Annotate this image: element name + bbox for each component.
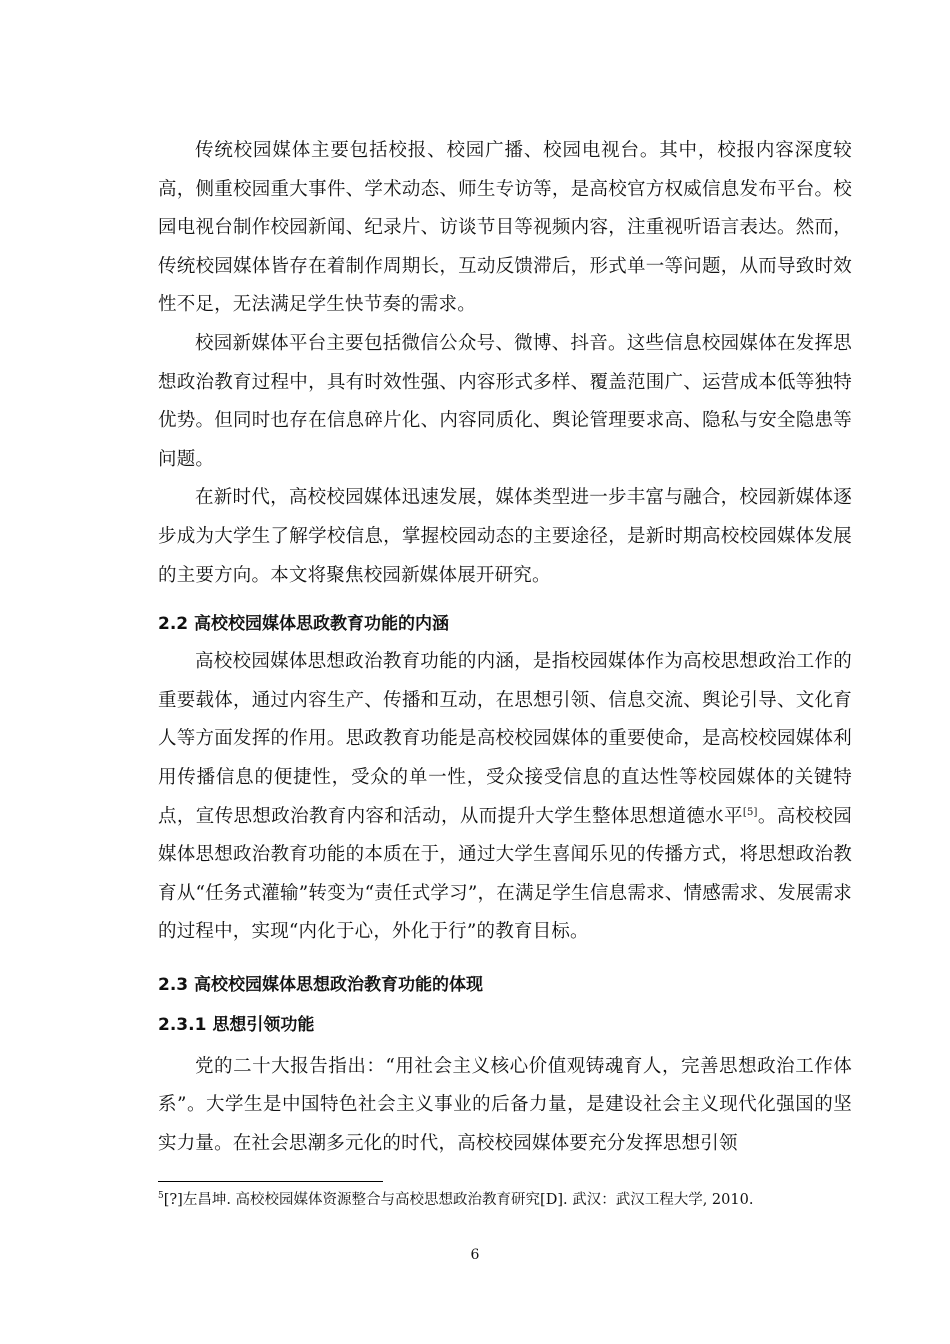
citation-reference[interactable]: [5] — [742, 806, 758, 818]
footnote — [158, 1190, 852, 1211]
footnote-text: [?]左昌坤. 高校校园媒体资源整合与高校思想政治教育研究[D]. 武汉：武汉工程大学, 2010. — [163, 1192, 754, 1208]
footnote-mark: 5 — [158, 1191, 164, 1202]
paragraph-connotation-part1: 高校校园媒体思想政治教育功能的内涵，是指校园媒体作为高校思想政治工作的重要载体，通过内容生产、传播和互动，在思想引领、信息交流、舆论引导、文化育人等方面发挥的作用。思政教育功能是高校校园媒体的重要使命，是高校校园媒体利用传播信息的便捷性，受众的单一性，受众接受信息的直达性等校园媒体的关键特点，宣传思想政治教育内容和活动，从而提升大学生整体思想道德水平 — [158, 651, 852, 827]
paragraph-new-media: 校园新媒体平台主要包括微信公众号、微博、抖音。这些信息校园媒体在发挥思想政治教育过程中，具有时效性强、内容形式多样、覆盖范围广、运营成本低等独特优势。但同时也存在信息碎片化、内容同质化、舆论管理要求高、隐私与安全隐患等问题。 — [158, 332, 852, 470]
document-body — [158, 132, 852, 1164]
paragraph-connotation-part2: 。高校校园媒体思想政治教育功能的本质在于，通过大学生喜闻乐见的传播方式，将思想政治教育从“任务式灌输”转变为“责任式学习”，在满足学生信息需求、情感需求、发展需求的过程中，实现“内化于心，外化于行”的教育目标。 — [158, 805, 852, 943]
page-number: 6 — [470, 1247, 480, 1263]
section-heading-2-3: 2.3 高校校园媒体思想政治教育功能的体现 — [158, 974, 484, 995]
footnote-divider — [158, 1181, 383, 1182]
paragraph-ideological-leadership: 党的二十大报告指出：“用社会主义核心价值观铸魂育人，完善思想政治工作体系”。大学生是中国特色社会主义事业的后备力量，是建设社会主义现代化强国的坚实力量。在社会思潮多元化的时代，高校校园媒体要充分发挥思想引领 — [158, 1055, 852, 1155]
paragraph-traditional-media: 传统校园媒体主要包括校报、校园广播、校园电视台。其中，校报内容深度较高，侧重校园重大事件、学术动态、师生专访等，是高校官方权威信息发布平台。校园电视台制作校园新闻、纪录片、访谈节目等视频内容，注重视听语言表达。然而，传统校园媒体皆存在着制作周期长，互动反馈滞后，形式单一等问题，从而导致时效性不足，无法满足学生快节奏的需求。 — [158, 140, 852, 316]
paragraph-new-era: 在新时代，高校校园媒体迅速发展，媒体类型进一步丰富与融合，校园新媒体逐步成为大学生了解学校信息，掌握校园动态的主要途径，是新时期高校校园媒体发展的主要方向。本文将聚焦校园新媒体展开研究。 — [158, 487, 852, 586]
section-heading-2-2: 2.2 高校校园媒体思政教育功能的内涵 — [158, 614, 450, 635]
section-heading-2-3-1: 2.3.1 思想引领功能 — [158, 1014, 315, 1035]
paragraph-connotation — [158, 643, 852, 952]
